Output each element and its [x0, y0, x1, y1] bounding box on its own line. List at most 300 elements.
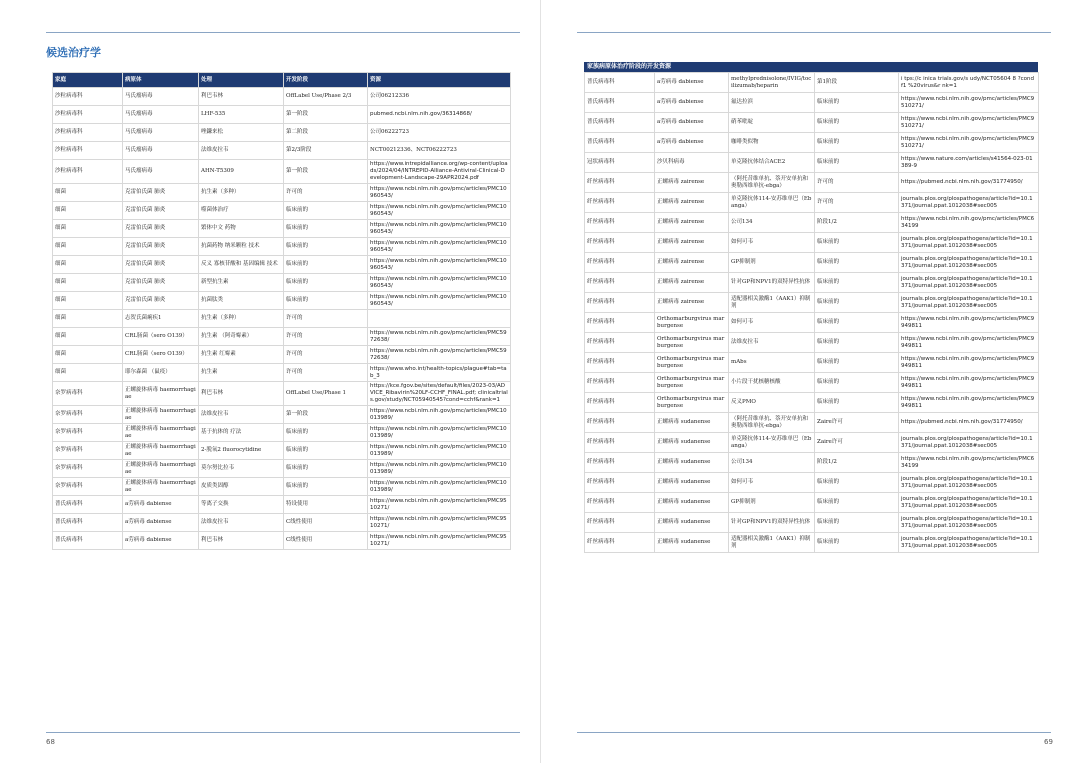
cell-treatment: 反义 寡核苷酸和 基因编辑 技术 — [199, 256, 284, 274]
cell-stage: 临床前的 — [815, 113, 899, 133]
cell-resource[interactable]: https://www.ncbi.nlm.nih.gov/pmc/articles/PMC10960543/ — [368, 238, 511, 256]
table-row — [53, 274, 511, 292]
cell-stage: 第二阶段 — [284, 124, 368, 142]
cell-resource[interactable]: https://www.ncbi.nlm.nih.gov/pmc/articles/PMC634199 — [899, 213, 1039, 233]
cell-resource[interactable]: https://www.ncbi.nlm.nih.gov/pmc/articles/PMC9949811 — [899, 373, 1039, 393]
cell-family: 纤丝病毒科 — [585, 433, 655, 453]
table-row — [53, 292, 511, 310]
cell-pathogen: 正螺病毒 sudanense — [655, 453, 729, 473]
cell-family: 细菌 — [53, 346, 123, 364]
cell-treatment: 繁体中文 药物 — [199, 220, 284, 238]
cell-family: 纤丝病毒科 — [585, 253, 655, 273]
cell-stage: 临床前的 — [284, 442, 368, 460]
cell-family: 普氏病毒科 — [53, 532, 123, 550]
cell-treatment: 皮质类固醇 — [199, 478, 284, 496]
cell-treatment: 公司134 — [729, 453, 815, 473]
cell-resource[interactable]: https://www.ncbi.nlm.nih.gov/pmc/articles/PMC10013989/ — [368, 424, 511, 442]
cell-stage: 临床前的 — [284, 256, 368, 274]
table-row — [585, 173, 1039, 193]
cell-treatment: 针对GP和NPV1的双特异性抗体 — [729, 513, 815, 533]
table-row — [585, 193, 1039, 213]
cell-pathogen: Orthomarburgvirus marburgense — [655, 373, 729, 393]
cell-treatment: 莫尔努比拉韦 — [199, 460, 284, 478]
page-number: 68 — [46, 738, 55, 746]
table-row — [585, 133, 1039, 153]
header-family: 家庭 — [53, 73, 123, 88]
cell-family: 细菌 — [53, 220, 123, 238]
cell-treatment: 咖啡类似物 — [729, 133, 815, 153]
cell-resource[interactable]: https://www.ncbi.nlm.nih.gov/pmc/articles/PMC9510271/ — [368, 532, 511, 550]
table-row — [585, 73, 1039, 93]
cell-treatment: 如何可韦 — [729, 473, 815, 493]
cell-stage: 第1阶段 — [815, 73, 899, 93]
cell-treatment: LHF-535 — [199, 106, 284, 124]
cell-family: 普氏病毒科 — [585, 113, 655, 133]
bottom-rule — [46, 732, 520, 733]
cell-stage: 许可的 — [284, 310, 368, 328]
cell-resource[interactable]: journals.plos.org/plospathogens/article?id=10.1371/journal.ppat.1012038#sec005 — [899, 273, 1039, 293]
page-title: 候选治疗学 — [46, 46, 101, 59]
cell-stage: 阶段1/2 — [815, 213, 899, 233]
cell-treatment: 利巴韦林 — [199, 382, 284, 406]
cell-resource: NCT00212336、NCT06222723 — [368, 142, 511, 160]
cell-resource: 公司06222723 — [368, 124, 511, 142]
cell-treatment: mAbs — [729, 353, 815, 373]
cell-pathogen: CRL肠菌（sero O139） — [123, 328, 199, 346]
page-number: 69 — [1044, 738, 1053, 746]
cell-family: 纤丝病毒科 — [585, 393, 655, 413]
cell-resource[interactable]: https://www.ncbi.nlm.nih.gov/pmc/articles/PMC9510271/ — [899, 93, 1039, 113]
cell-family: 纤丝病毒科 — [585, 493, 655, 513]
cell-treatment: GP抑制剂 — [729, 493, 815, 513]
cell-stage: 临床前的 — [815, 393, 899, 413]
cell-pathogen: 马氏瘤病毒 — [123, 88, 199, 106]
cell-resource[interactable]: https://www.intrepidalliance.org/wp-content/uploads/2024/04/INTREPID-Alliance-Antiviral-Clinical-Development-Landscape-29APR2024.pdf — [368, 160, 511, 184]
cell-family: 纤丝病毒科 — [585, 513, 655, 533]
table-row — [585, 413, 1039, 433]
cell-family: 细菌 — [53, 364, 123, 382]
table-row — [53, 238, 511, 256]
cell-resource[interactable]: https://www.ncbi.nlm.nih.gov/pmc/articles/PMC9949811 — [899, 353, 1039, 373]
cell-stage: 临床前的 — [284, 460, 368, 478]
cell-stage: C线性使用 — [284, 514, 368, 532]
cell-resource[interactable]: https://www.ncbi.nlm.nih.gov/pmc/articles/PMC5972638/ — [368, 328, 511, 346]
cell-resource[interactable]: https://www.ncbi.nlm.nih.gov/pmc/articles/PMC10960543/ — [368, 184, 511, 202]
cell-treatment: 抗生素（多种） — [199, 184, 284, 202]
cell-stage: 临床前的 — [815, 153, 899, 173]
cell-family: 细菌 — [53, 202, 123, 220]
cell-pathogen: 克雷伯氏菌 肺炎 — [123, 274, 199, 292]
cell-family: 纤丝病毒科 — [585, 333, 655, 353]
cell-family: 普氏病毒科 — [585, 73, 655, 93]
table-caption: 家族病原体治疗阶段的开发资源 — [584, 62, 1038, 72]
cell-treatment: 单克隆抗体114-安苏维单巴（Ebanga） — [729, 433, 815, 453]
cell-family: 纤丝病毒科 — [585, 413, 655, 433]
cell-family: 细菌 — [53, 184, 123, 202]
cell-family: 纤丝病毒科 — [585, 233, 655, 253]
table-row — [585, 433, 1039, 453]
cell-stage: 临床前的 — [815, 373, 899, 393]
therapeutics-table-right — [584, 72, 1039, 553]
cell-family: 纤丝病毒科 — [585, 193, 655, 213]
table-row — [53, 160, 511, 184]
cell-pathogen: 正螺病毒 sudanense — [655, 433, 729, 453]
cell-stage: 临床前的 — [815, 233, 899, 253]
cell-family: 纤丝病毒科 — [585, 373, 655, 393]
cell-stage: Zaire许可 — [815, 433, 899, 453]
table-row — [53, 184, 511, 202]
table-row — [585, 373, 1039, 393]
cell-pathogen: 马氏瘤病毒 — [123, 106, 199, 124]
cell-resource[interactable]: https://www.ncbi.nlm.nih.gov/pmc/articles/PMC10960543/ — [368, 256, 511, 274]
table-row — [585, 513, 1039, 533]
table-row — [585, 253, 1039, 273]
cell-resource[interactable]: https://www.ncbi.nlm.nih.gov/pmc/articles/PMC9949811 — [899, 333, 1039, 353]
cell-resource[interactable]: https://www.who.int/health-topics/plague#tab=tab_3 — [368, 364, 511, 382]
table-row — [53, 106, 511, 124]
cell-pathogen: 正螺病毒 zairense — [655, 213, 729, 233]
cell-pathogen: a劳病毒 dabiense — [123, 514, 199, 532]
table-row — [585, 113, 1039, 133]
cell-stage: 临床前的 — [284, 478, 368, 496]
cell-resource[interactable]: i tps://c inica trials.gov/s udy/NCT05604 8 ?cond f1 %20virus&r nk=1 — [899, 73, 1039, 93]
cell-stage: 临床前的 — [815, 93, 899, 113]
cell-resource — [368, 310, 511, 328]
cell-pathogen: a劳病毒 dabiense — [655, 133, 729, 153]
cell-treatment: 法维皮拉韦 — [199, 142, 284, 160]
table-row — [53, 142, 511, 160]
cell-family: 沙粒病毒科 — [53, 88, 123, 106]
table-row — [585, 493, 1039, 513]
table-row — [585, 93, 1039, 113]
cell-resource[interactable]: https://www.ncbi.nlm.nih.gov/pmc/articles/PMC9510271/ — [368, 514, 511, 532]
cell-resource[interactable]: journals.plos.org/plospathogens/article?id=10.1371/journal.ppat.1012038#sec005 — [899, 473, 1039, 493]
cell-pathogen: 耶尔森菌 （鼠疫） — [123, 364, 199, 382]
cell-treatment: AHN-T5309 — [199, 160, 284, 184]
cell-treatment: 抗生素 红霉素 — [199, 346, 284, 364]
therapeutics-table-left — [52, 72, 511, 550]
cell-pathogen: a劳病毒 dabiense — [655, 73, 729, 93]
header-treatment: 处理 — [199, 73, 284, 88]
cell-resource[interactable]: https://www.ncbi.nlm.nih.gov/pmc/articles/PMC9510271/ — [368, 496, 511, 514]
cell-stage: 临床前的 — [815, 493, 899, 513]
table-row — [585, 333, 1039, 353]
table-row — [53, 496, 511, 514]
table-row — [585, 293, 1039, 313]
cell-resource[interactable]: https://www.ncbi.nlm.nih.gov/pmc/articles/PMC10013989/ — [368, 442, 511, 460]
cell-pathogen: 正螺旋体病毒 haemorrhagiae — [123, 424, 199, 442]
cell-stage: 临床前的 — [815, 253, 899, 273]
table-row — [585, 353, 1039, 373]
cell-stage: 第2/3阶段 — [284, 142, 368, 160]
cell-family: 纤丝病毒科 — [585, 273, 655, 293]
cell-family: 细菌 — [53, 328, 123, 346]
cell-stage: 临床前的 — [284, 424, 368, 442]
cell-family: 细菌 — [53, 238, 123, 256]
cell-resource[interactable]: https://www.ncbi.nlm.nih.gov/pmc/articles/PMC10960543/ — [368, 220, 511, 238]
cell-pathogen: 正螺病毒 sudanense — [655, 513, 729, 533]
cell-pathogen: 正螺病毒 zairense — [655, 273, 729, 293]
table-row — [53, 460, 511, 478]
cell-treatment: 等离子交换 — [199, 496, 284, 514]
cell-treatment: 氟达拉滨 — [729, 93, 815, 113]
table-row — [53, 424, 511, 442]
cell-family: 细菌 — [53, 310, 123, 328]
table-row — [53, 478, 511, 496]
cell-pathogen: 正螺病毒 sudanense — [655, 493, 729, 513]
table-row — [53, 406, 511, 424]
cell-stage: 临床前的 — [284, 292, 368, 310]
cell-treatment: 基于抗体的 疗法 — [199, 424, 284, 442]
table-row — [585, 273, 1039, 293]
cell-resource[interactable]: journals.plos.org/plospathogens/article?id=10.1371/journal.ppat.1012038#sec005 — [899, 233, 1039, 253]
bottom-rule — [577, 732, 1051, 733]
cell-stage: 许可的 — [284, 346, 368, 364]
cell-resource[interactable]: https://www.ncbi.nlm.nih.gov/pmc/articles/PMC10960543/ — [368, 274, 511, 292]
cell-pathogen: 克雷伯氏菌 肺炎 — [123, 292, 199, 310]
cell-pathogen: 正螺旋体病毒 haemorrhagiae — [123, 406, 199, 424]
cell-stage: 第一阶段 — [284, 406, 368, 424]
cell-pathogen: 正螺旋体病毒 haemorrhagiae — [123, 382, 199, 406]
cell-pathogen: Orthomarburgvirus marburgense — [655, 313, 729, 333]
cell-pathogen: 正螺病毒 zairense — [655, 173, 729, 193]
cell-stage: 临床前的 — [815, 333, 899, 353]
cell-stage: OffLabel Use/Phase 2/3 — [284, 88, 368, 106]
cell-pathogen: CRL肠菌（sero O139） — [123, 346, 199, 364]
cell-stage: 许可的 — [284, 328, 368, 346]
cell-family: 奈罗病毒科 — [53, 382, 123, 406]
cell-stage: 临床前的 — [815, 533, 899, 553]
table-row — [53, 310, 511, 328]
cell-family: 纤丝病毒科 — [585, 533, 655, 553]
cell-treatment: 抗生素（多种） — [199, 310, 284, 328]
cell-treatment: 公司134 — [729, 213, 815, 233]
cell-treatment: 抗生素 （阿奇霉素） — [199, 328, 284, 346]
header-resource: 资源 — [368, 73, 511, 88]
cell-stage: 许可的 — [815, 193, 899, 213]
cell-pathogen: 正螺病毒 sudanense — [655, 533, 729, 553]
cell-treatment: 单克隆抗体结合ACE2 — [729, 153, 815, 173]
cell-family: 普氏病毒科 — [53, 514, 123, 532]
cell-family: 普氏病毒科 — [585, 133, 655, 153]
cell-treatment: 小片段干扰核糖核酸 — [729, 373, 815, 393]
cell-treatment: 抗菌药物 纳米颗粒 技术 — [199, 238, 284, 256]
cell-treatment: 利巴韦林 — [199, 88, 284, 106]
cell-stage: C线性使用 — [284, 532, 368, 550]
cell-resource[interactable]: https://www.ncbi.nlm.nih.gov/pmc/articles/PMC9949811 — [899, 313, 1039, 333]
cell-pathogen: 克雷伯氏菌 肺炎 — [123, 220, 199, 238]
cell-resource[interactable]: https://www.ncbi.nlm.nih.gov/pmc/articles/PMC634199 — [899, 453, 1039, 473]
cell-resource[interactable]: journals.plos.org/plospathogens/article?id=10.1371/journal.ppat.1012038#sec005 — [899, 533, 1039, 553]
cell-family: 奈罗病毒科 — [53, 406, 123, 424]
table-row — [53, 442, 511, 460]
cell-resource[interactable]: https://www.ncbi.nlm.nih.gov/pmc/articles/PMC9510271/ — [899, 133, 1039, 153]
cell-pathogen: Orthomarburgvirus marburgense — [655, 393, 729, 413]
cell-pathogen: 正螺旋体病毒 haemorrhagiae — [123, 460, 199, 478]
cell-resource[interactable]: https://www.ncbi.nlm.nih.gov/pmc/articles/PMC10013989/ — [368, 460, 511, 478]
cell-treatment: 硝苯吡啶 — [729, 113, 815, 133]
cell-treatment: methylprednisolone/IVIG/tocilizumab/heparin — [729, 73, 815, 93]
cell-resource[interactable]: https://www.ncbi.nlm.nih.gov/pmc/articles/PMC10013989/ — [368, 478, 511, 496]
cell-treatment: 唑鎌来松 — [199, 124, 284, 142]
cell-pathogen: 正螺病毒 sudanense — [655, 473, 729, 493]
cell-family: 纤丝病毒科 — [585, 173, 655, 193]
cell-stage: 临床前的 — [815, 313, 899, 333]
cell-pathogen: 克雷伯氏菌 肺炎 — [123, 256, 199, 274]
cell-pathogen: 正螺病毒 sudanense — [655, 413, 729, 433]
cell-treatment: 如何可韦 — [729, 233, 815, 253]
cell-family: 纤丝病毒科 — [585, 313, 655, 333]
cell-pathogen: a劳病毒 dabiense — [123, 532, 199, 550]
table-header-row — [53, 73, 511, 88]
cell-stage: 第一阶段 — [284, 160, 368, 184]
cell-pathogen: 正螺病毒 zairense — [655, 253, 729, 273]
cell-treatment: 法维皮拉韦 — [199, 406, 284, 424]
cell-resource[interactable]: https://www.ncbi.nlm.nih.gov/pmc/articles/PMC9510271/ — [899, 113, 1039, 133]
cell-stage: 阶段1/2 — [815, 453, 899, 473]
cell-treatment: 适配器相关激酶1（AAK1）抑制剂 — [729, 533, 815, 553]
cell-stage: 临床前的 — [284, 274, 368, 292]
cell-resource[interactable]: https://kce.fgov.be/sites/default/files/2023-03/ADVICE_Ribavirin%20LF-CCHF_FINAL.pdf; clinicaltrials.gov/study/NCT05940545?cond=cchf&rank=1 — [368, 382, 511, 406]
cell-resource[interactable]: https://www.ncbi.nlm.nih.gov/pmc/articles/PMC5972638/ — [368, 346, 511, 364]
table-row — [53, 88, 511, 106]
cell-stage: OffLabel Use/Phase 1 — [284, 382, 368, 406]
table-row — [53, 514, 511, 532]
cell-stage: Zaire许可 — [815, 413, 899, 433]
cell-resource[interactable]: journals.plos.org/plospathogens/article?id=10.1371/journal.ppat.1012038#sec005 — [899, 493, 1039, 513]
cell-family: 纤丝病毒科 — [585, 353, 655, 373]
table-row — [585, 533, 1039, 553]
cell-treatment: 抗菌肽类 — [199, 292, 284, 310]
cell-family: 纤丝病毒科 — [585, 453, 655, 473]
table-row — [585, 313, 1039, 333]
cell-pathogen: a劳病毒 dabiense — [123, 496, 199, 514]
cell-stage: 临床前的 — [815, 133, 899, 153]
cell-stage: 临床前的 — [815, 273, 899, 293]
cell-family: 奈罗病毒科 — [53, 460, 123, 478]
cell-family: 普氏病毒科 — [53, 496, 123, 514]
cell-treatment: GP抑制剂 — [729, 253, 815, 273]
cell-treatment: 针对GP和NPV1的双特异性抗体 — [729, 273, 815, 293]
cell-resource[interactable]: https://www.ncbi.nlm.nih.gov/pmc/articles/PMC9949811 — [899, 393, 1039, 413]
cell-family: 纤丝病毒科 — [585, 293, 655, 313]
cell-family: 纤丝病毒科 — [585, 473, 655, 493]
cell-treatment: 新型抗生素 — [199, 274, 284, 292]
cell-family: 纤丝病毒科 — [585, 213, 655, 233]
cell-pathogen: 沙贝科病毒 — [655, 153, 729, 173]
cell-family: 细菌 — [53, 256, 123, 274]
cell-pathogen: 正螺旋体病毒 haemorrhagiae — [123, 478, 199, 496]
cell-family: 细菌 — [53, 274, 123, 292]
cell-resource[interactable]: https://www.ncbi.nlm.nih.gov/pmc/articles/PMC10960543/ — [368, 292, 511, 310]
cell-treatment: （阿托昔维单抗、萘开安单抗和奥勒西维单抗-ebga） — [729, 413, 815, 433]
cell-pathogen: 正螺旋体病毒 haemorrhagiae — [123, 442, 199, 460]
cell-resource[interactable]: https://www.ncbi.nlm.nih.gov/pmc/articles/PMC10960543/ — [368, 202, 511, 220]
cell-resource: 公司06212336 — [368, 88, 511, 106]
top-rule — [577, 32, 1051, 33]
cell-stage: 许可的 — [284, 364, 368, 382]
table-row — [585, 233, 1039, 253]
cell-family: 奈罗病毒科 — [53, 478, 123, 496]
cell-resource[interactable]: https://www.ncbi.nlm.nih.gov/pmc/articles/PMC10013989/ — [368, 406, 511, 424]
cell-stage: 临床前的 — [284, 202, 368, 220]
cell-treatment: （阿托昔维单抗、萘开安单抗和奥勒西维单抗-ebga） — [729, 173, 815, 193]
cell-treatment: 抗生素 — [199, 364, 284, 382]
cell-treatment: 2-脱氧2 fluorocytidine — [199, 442, 284, 460]
table-row — [585, 393, 1039, 413]
cell-pathogen: a劳病毒 dabiense — [655, 113, 729, 133]
cell-family: 细菌 — [53, 292, 123, 310]
cell-pathogen: 正螺病毒 zairense — [655, 293, 729, 313]
cell-resource[interactable]: https://www.nature.com/articles/s41564-023-01389-9 — [899, 153, 1039, 173]
cell-resource[interactable]: pubmed.ncbi.nlm.nih.gov/36314868/ — [368, 106, 511, 124]
cell-stage: 临床前的 — [815, 353, 899, 373]
cell-family: 沙粒病毒科 — [53, 142, 123, 160]
table-row — [53, 328, 511, 346]
cell-resource[interactable]: journals.plos.org/plospathogens/article?id=10.1371/journal.ppat.1012038#sec005 — [899, 253, 1039, 273]
cell-pathogen: a劳病毒 dabiense — [655, 93, 729, 113]
cell-treatment: 噬菌体治疗 — [199, 202, 284, 220]
cell-resource[interactable]: journals.plos.org/plospathogens/article?id=10.1371/journal.ppat.1012038#sec005 — [899, 513, 1039, 533]
cell-pathogen: 正螺病毒 zairense — [655, 193, 729, 213]
cell-stage: 许可的 — [284, 184, 368, 202]
top-rule — [46, 32, 520, 33]
table-body-left — [53, 88, 511, 550]
cell-pathogen: Orthomarburgvirus marburgense — [655, 353, 729, 373]
table-row — [53, 124, 511, 142]
table-row — [53, 202, 511, 220]
cell-pathogen: 志贺氏菌痢疾1 — [123, 310, 199, 328]
cell-stage: 临床前的 — [815, 293, 899, 313]
cell-pathogen: 克雷伯氏菌 肺炎 — [123, 184, 199, 202]
table-row — [585, 213, 1039, 233]
cell-resource[interactable]: https://pubmed.ncbi.nlm.nih.gov/31774950/ — [899, 173, 1039, 193]
cell-treatment: 如何可韦 — [729, 313, 815, 333]
cell-pathogen: 克雷伯氏菌 肺炎 — [123, 238, 199, 256]
cell-resource[interactable]: journals.plos.org/plospathogens/article?id=10.1371/journal.ppat.1012038#sec005 — [899, 433, 1039, 453]
cell-family: 普氏病毒科 — [585, 93, 655, 113]
table-row — [53, 532, 511, 550]
table-row — [585, 473, 1039, 493]
cell-stage: 临床前的 — [815, 513, 899, 533]
table-row — [53, 382, 511, 406]
cell-treatment: 适配器相关激酶1（AAK1）抑制剂 — [729, 293, 815, 313]
cell-pathogen: 马氏瘤病毒 — [123, 142, 199, 160]
cell-family: 奈罗病毒科 — [53, 424, 123, 442]
cell-pathogen: 克雷伯氏菌 肺炎 — [123, 202, 199, 220]
cell-stage: 临床前的 — [815, 473, 899, 493]
cell-family: 沙粒病毒科 — [53, 106, 123, 124]
table-row — [53, 256, 511, 274]
cell-pathogen: Orthomarburgvirus marburgense — [655, 333, 729, 353]
cell-pathogen: 马氏瘤病毒 — [123, 124, 199, 142]
table-row — [585, 453, 1039, 473]
cell-treatment: 利巴韦林 — [199, 532, 284, 550]
header-stage: 开发阶段 — [284, 73, 368, 88]
table-row — [585, 153, 1039, 173]
table-row — [53, 220, 511, 238]
cell-resource[interactable]: journals.plos.org/plospathogens/article?id=10.1371/journal.ppat.1012038#sec005 — [899, 193, 1039, 213]
cell-treatment: 反义PMO — [729, 393, 815, 413]
cell-treatment: 单克隆抗体114-安苏维单巴（Ebanga） — [729, 193, 815, 213]
cell-family: 沙粒病毒科 — [53, 160, 123, 184]
cell-resource[interactable]: journals.plos.org/plospathogens/article?id=10.1371/journal.ppat.1012038#sec005 — [899, 293, 1039, 313]
cell-resource[interactable]: https://pubmed.ncbi.nlm.nih.gov/31774950/ — [899, 413, 1039, 433]
cell-stage: 临床前的 — [284, 220, 368, 238]
header-pathogen: 病原体 — [123, 73, 199, 88]
cell-stage: 特设使用 — [284, 496, 368, 514]
cell-family: 冠状病毒科 — [585, 153, 655, 173]
